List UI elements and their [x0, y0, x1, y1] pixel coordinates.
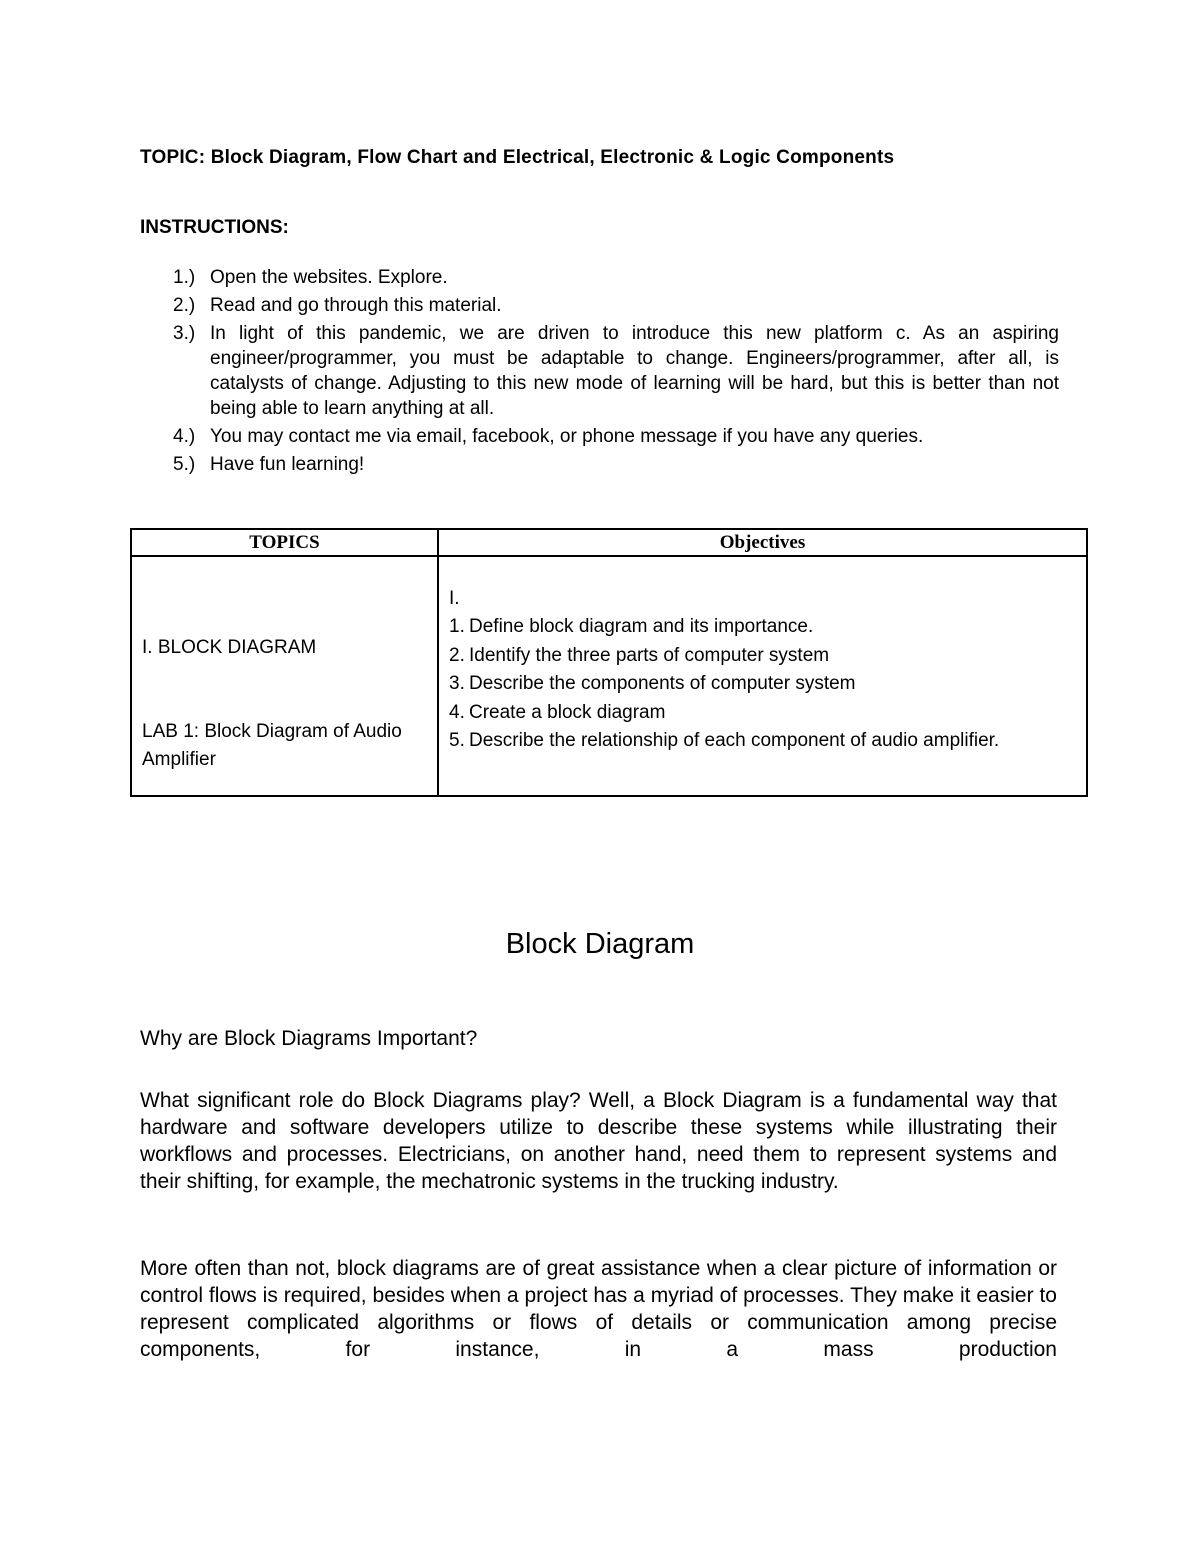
- instructions-list: [173, 265, 1059, 480]
- instruction-text: Read and go through this material.: [210, 295, 502, 316]
- objective-item: [449, 670, 999, 698]
- objectives-list: [449, 585, 999, 755]
- topics-column-header: TOPICS: [131, 529, 438, 556]
- topic-block-diagram: I. BLOCK DIAGRAM: [142, 637, 317, 658]
- instruction-number: 3.): [173, 323, 196, 344]
- objective-item: [449, 727, 999, 755]
- instruction-item: [173, 424, 1059, 449]
- instruction-text: In light of this pandemic, we are driven to introduce this new platform c. As an aspiring engineer/programmer, you must be adaptable to change. Engineers/programmer, after all, is catalysts of change. Adjusting to this new mode of learning will be hard, but this is better than not being able to learn anything at all.: [210, 323, 1059, 419]
- instruction-item: [173, 321, 1059, 421]
- objective-number: 4.: [449, 701, 465, 723]
- objective-number: 1.: [449, 616, 465, 638]
- section-question: Why are Block Diagrams Important?: [140, 1027, 478, 1050]
- objective-number: 3.: [449, 673, 465, 695]
- body-paragraph-1: What significant role do Block Diagrams play? Well, a Block Diagram is a fundamental way that hardware and software developers utilize to describe these systems while illustrating their workflows and processes. Electricians, on another hand, need them to represent systems and their shifting, for example, the mechatronic systems in the trucking industry.: [140, 1089, 1057, 1193]
- instruction-item: [173, 293, 1059, 318]
- topics-cell: [131, 556, 438, 796]
- topic-lab-1: LAB 1: Block Diagram of Audio Amplifier: [142, 721, 402, 770]
- section-title: Block Diagram: [505, 928, 695, 960]
- body-paragraph-2: More often than not, block diagrams are of great assistance when a clear picture of information or control flows is required, besides when a project has a myriad of processes. They make it easier to represent complicated algorithms or flows of details or communication among precise components, for instance, in a mass production: [140, 1257, 1057, 1361]
- objectives-cell: [438, 556, 1087, 796]
- instruction-item: [173, 265, 1059, 290]
- objective-number: 2.: [449, 644, 465, 666]
- instruction-number: 5.): [173, 454, 196, 475]
- instruction-text: Have fun learning!: [210, 454, 365, 475]
- instruction-text: Open the websites. Explore.: [210, 267, 448, 288]
- objective-item: [449, 699, 999, 727]
- objective-text: Describe the relationship of each component of audio amplifier.: [469, 730, 1000, 752]
- objective-text: Identify the three parts of computer system: [469, 644, 830, 666]
- instruction-number: 2.): [173, 295, 196, 316]
- objectives-column-header: Objectives: [438, 529, 1087, 556]
- instruction-text: You may contact me via email, facebook, or phone message if you have any queries.: [210, 426, 924, 447]
- instructions-heading: INSTRUCTIONS:: [140, 217, 289, 238]
- objective-text: Describe the components of computer system: [469, 673, 856, 695]
- instruction-item: [173, 452, 1059, 477]
- instruction-number: 4.): [173, 426, 196, 447]
- topic-heading: TOPIC: Block Diagram, Flow Chart and Electrical, Electronic & Logic Components: [140, 147, 895, 168]
- table-header-row: [131, 529, 1087, 556]
- topics-objectives-table: [130, 528, 1088, 797]
- objective-item: [449, 613, 999, 641]
- table-row: [131, 556, 1087, 796]
- objective-item: [449, 642, 999, 670]
- objective-text: Create a block diagram: [469, 701, 666, 723]
- objective-text: Define block diagram and its importance.: [469, 616, 814, 638]
- instruction-number: 1.): [173, 267, 196, 288]
- objectives-roman-numeral: I.: [449, 588, 460, 609]
- objective-number: 5.: [449, 730, 465, 752]
